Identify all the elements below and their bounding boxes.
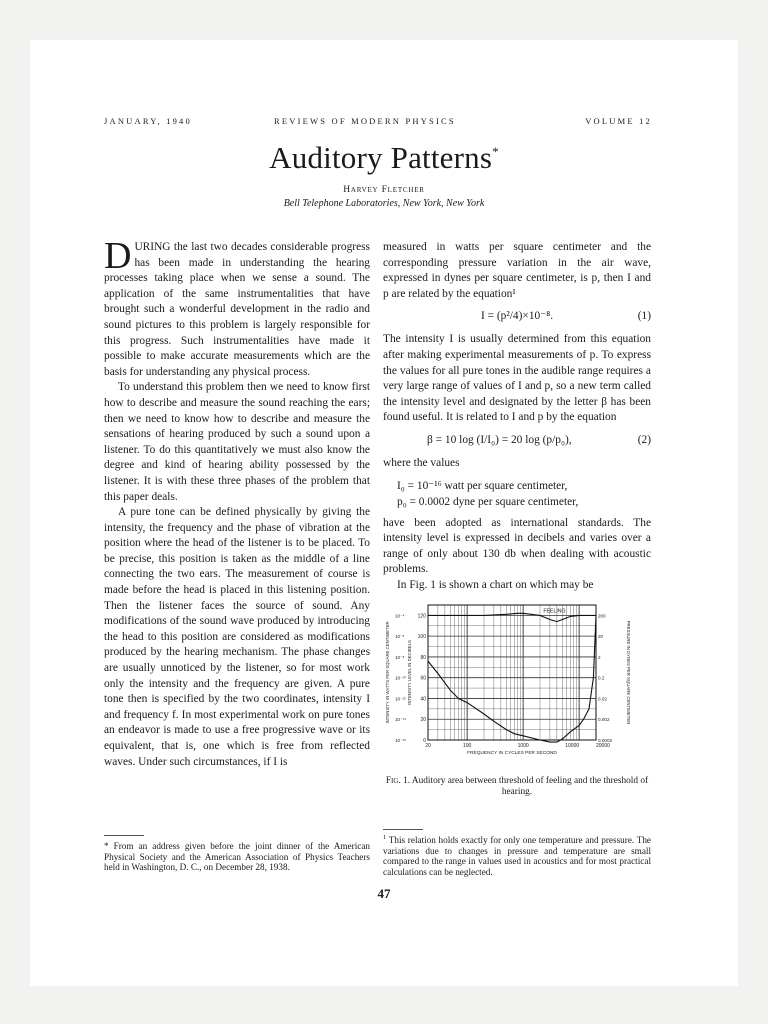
footnote-1 bbox=[383, 833, 651, 877]
article-author: Harvey Fletcher bbox=[343, 185, 425, 195]
right-paragraph-4: have been adopted as international standards. The intensity level is expressed in decibels and varies over a range of only about 130 db when dealing with acoustic problems. bbox=[383, 516, 651, 576]
x-tick-label: 10000 bbox=[565, 742, 580, 749]
running-header bbox=[104, 116, 652, 130]
equation-2-body: β = 10 log (I/I₀) = 20 log (p/p₀), bbox=[427, 433, 572, 446]
y-right-tick-label: 0.002 bbox=[598, 716, 610, 722]
y-outer-axis-label: INTENSITY IN WATTS PER SQUARE CENTIMETER bbox=[385, 620, 390, 724]
curve-hearing bbox=[428, 615, 596, 742]
right-paragraph-2: The intensity I is usually determined from this equation after making experimental measurements of p. To express the values for all pure tones in the audible range requires a very large range of values of I and p, so a new term called the intensity level and designated by the letter β has been found useful. It is related to I and p by the equation bbox=[383, 333, 651, 424]
caption-label: Fig. 1. bbox=[385, 775, 411, 786]
curve-feeling bbox=[428, 613, 596, 621]
left-column bbox=[104, 235, 370, 770]
y-right-tick-label: 200 bbox=[598, 612, 606, 618]
figure-1 bbox=[383, 600, 651, 774]
y-tick-label: 60 bbox=[420, 675, 426, 682]
x-tick-label: 100 bbox=[462, 742, 472, 749]
equation-1-body: I = (p²/4)×10⁻⁸. bbox=[480, 310, 554, 323]
footnote-title: * From an address given before the joint dinner of the American Physical Society and the American Association of Physics Teachers held in Washington, D. C., on December 28, 1938. bbox=[104, 841, 370, 873]
y-outer-tick-label: 10⁻¹² bbox=[395, 695, 406, 701]
left-paragraph-1-text: URING the last two decades considerable progress has been made in understanding the hearing processes taking place when we sense a sound. The application of the same instrumentalities that have brought such a wonderful development in the radio and sound pictures to this problem is largely responsible for this progress. Such instrumentalities have made it possible to make accurate measurements which are the basis for understanding any physical process. bbox=[104, 241, 370, 378]
page-number: 47 bbox=[377, 886, 391, 901]
y-right-tick-label: 0.2 bbox=[598, 675, 605, 681]
figure-1-caption bbox=[383, 776, 651, 798]
drop-cap: D bbox=[104, 235, 132, 277]
reference-intensity: I₀ = 10⁻¹⁶ watt per square centimeter, bbox=[397, 479, 568, 492]
article-affiliation: Bell Telephone Laboratories, New York, New York bbox=[283, 198, 485, 209]
x-tick-label: 1000 bbox=[517, 742, 529, 749]
right-paragraph-5: In Fig. 1 is shown a chart on which may be bbox=[397, 578, 594, 591]
right-paragraph-1: measured in watts per square centimeter and the corresponding pressure variation in the air wave, expressed in dynes per square centimeter, is p, then I and p are related by the equation¹ bbox=[383, 241, 651, 300]
y-outer-tick-label: 10⁻¹⁴ bbox=[395, 716, 407, 722]
article-title bbox=[0, 140, 768, 176]
caption-text: Auditory area between threshold of feeling and the threshold of hearing. bbox=[411, 775, 649, 797]
header-date: JANUARY, 1940 bbox=[104, 116, 192, 126]
y-tick-label: 80 bbox=[420, 654, 426, 661]
feeling-annotation: FEELING bbox=[543, 607, 566, 614]
chart-frame bbox=[428, 605, 596, 740]
left-paragraph-2: To understand this problem then we need to know first how to describe and measure the sound reaching the ears; then we need to know how to describe and measure the sensations of hearing produced by such a sound upon a listener. To do this quantitatively we must also know the degree and kind of hearing ability possessed by the listener. It is with these three phases of the problem that this paper deals. bbox=[104, 381, 370, 503]
y-right-tick-label: 20 bbox=[598, 633, 604, 639]
y-tick-label: 20 bbox=[420, 716, 426, 723]
x-axis-label: FREQUENCY IN CYCLES PER SECOND bbox=[467, 750, 557, 756]
y-outer-tick-label: 10⁻¹⁰ bbox=[395, 675, 406, 681]
right-paragraph-3: where the values bbox=[383, 456, 460, 469]
reference-pressure: p₀ = 0.0002 dyne per square centimeter, bbox=[397, 495, 579, 508]
y-axis-label: INTENSITY LEVEL IN DECIBELS bbox=[407, 639, 412, 705]
footnote-rule-left bbox=[104, 835, 144, 836]
equation-1-number: (1) bbox=[637, 310, 651, 323]
right-column bbox=[383, 240, 651, 798]
y-outer-tick-label: 10⁻⁴ bbox=[395, 612, 405, 618]
y-right-axis-label: PRESSURE IN DYNES PER SQUARE CENTIMETER bbox=[626, 620, 631, 724]
y-tick-label: 100 bbox=[417, 633, 426, 640]
y-right-tick-label: 2 bbox=[598, 654, 601, 660]
y-right-tick-label: 0.02 bbox=[598, 695, 607, 701]
title-text: Auditory Patterns bbox=[269, 140, 493, 175]
x-tick-label: 20000 bbox=[596, 742, 610, 749]
y-outer-tick-label: 10⁻⁶ bbox=[395, 633, 405, 639]
y-outer-tick-label: 10⁻¹⁶ bbox=[395, 737, 406, 743]
left-paragraph-3: A pure tone can be defined physically by giving the intensity, the frequency and the phase of vibration at the position where the head of the listener is to be placed. To be precise, this position is taken as the middle of a line connecting the two ears. The measurement of course is made before the head is placed in this listening position. Then the listener faces the source of sound. Any modifications of the sound wave produced by introducing the head to this position are considered as modifications produced by the hearing mechanism. The phase changes are usually unnoticed by the listener, so for most work only the intensity and the frequency are given. A pure tone then is specified by the two coordinates, intensity I and frequency f. In most experimental work on pure tones an endeavor is made to use a free progressive wave or its equivalent, that is, one which is free from reflected waves. Under such circumstances, if I is bbox=[104, 506, 370, 768]
equation-2 bbox=[383, 431, 651, 453]
y-tick-label: 0 bbox=[423, 737, 426, 744]
reference-values bbox=[397, 478, 651, 510]
left-paragraph-1 bbox=[104, 235, 370, 380]
auditory-area-chart bbox=[383, 600, 651, 774]
footnote-1-mark: 1 bbox=[383, 834, 387, 841]
y-tick-label: 40 bbox=[420, 695, 426, 702]
header-journal: REVIEWS OF MODERN PHYSICS bbox=[274, 116, 456, 126]
footnote-rule-right bbox=[383, 829, 423, 830]
x-tick-label: 20 bbox=[425, 742, 431, 749]
y-outer-tick-label: 10⁻⁸ bbox=[395, 654, 405, 660]
y-tick-label: 120 bbox=[417, 612, 426, 619]
footnote-1-text: This relation holds exactly for only one temperature and pressure. The variations due to changes in pressure and temperature are small compared to the range in values used in acoustics and for most practical calculations can be neglected. bbox=[383, 835, 651, 877]
y-right-tick-label: 0.0002 bbox=[598, 737, 613, 743]
title-footnote-mark: * bbox=[492, 144, 499, 159]
header-volume: VOLUME 12 bbox=[585, 116, 652, 126]
equation-2-number: (2) bbox=[637, 433, 651, 446]
equation-1 bbox=[383, 307, 651, 329]
